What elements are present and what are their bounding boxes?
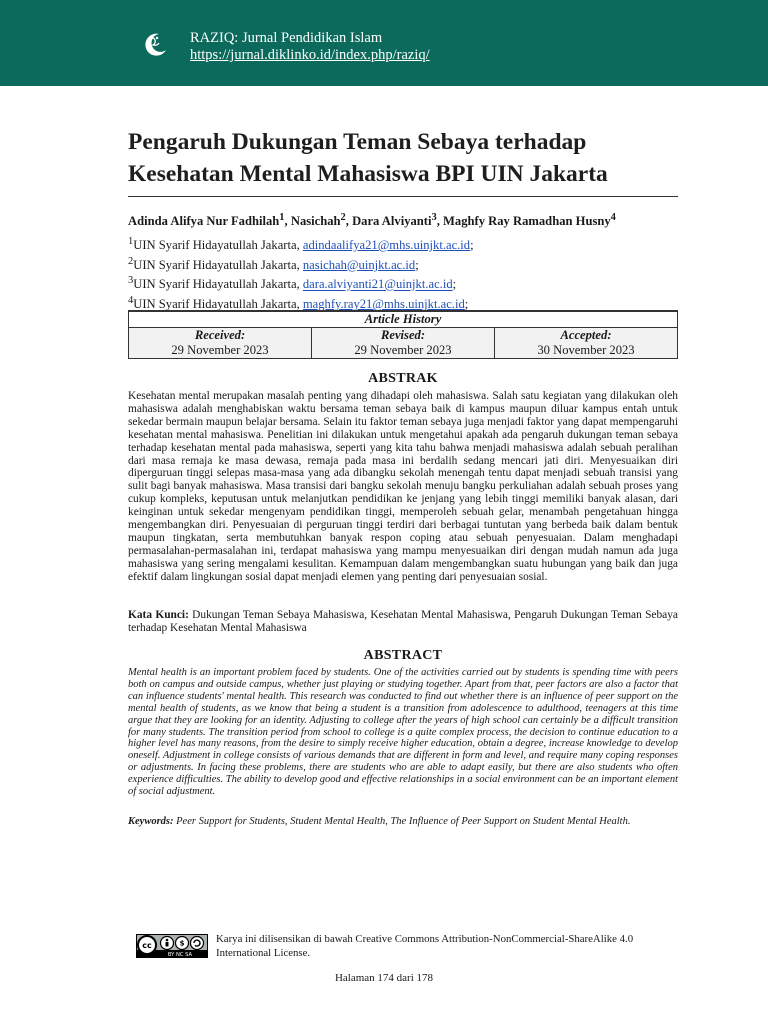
journal-header-banner	[0, 0, 768, 86]
kata-kunci-text: Dukungan Teman Sebaya Mahasiswa, Kesehatan Mental Mahasiswa, Pengaruh Dukungan Teman Sebaya terhadap Kesehatan Mental Mahasiswa	[128, 609, 678, 634]
abstract-heading: ABSTRACT	[363, 648, 443, 663]
affil-institution: UIN Syarif Hidayatullah Jakarta,	[133, 238, 303, 253]
article-title	[128, 126, 688, 190]
received-cell	[129, 328, 312, 359]
article-history-table	[128, 310, 678, 359]
author-name: Nasichah	[290, 214, 341, 229]
affiliation-line	[128, 254, 474, 274]
abstract-body: Mental health is an important problem faced by students. One of the activities carried out by students is spending time with peers both on campus and outside campus, whether just playing or studying together. Apart from that, peer factors are also a factor that can influence students' mental health. This research was conducted to find out whether there is an influence of peer support on the mental health of students, as we know that being a student is a transition from adolescence to adulthood, teenagers at this time argue that they are looking for an identity. Adjusting to college after the years of high school can certainly be a difficult transition for many students. The transition period from school to college is a quite complex process, the decision to continue education to a higher level has many reasons, from the desire to simply receive higher education, obtain a degree, increase knowledge to develop oneself. Adjustment in college consists of various demands that are different in form and level, and require many coping responses or adjustments. In facing these problems, there are students who are able to adapt easily, but there are also students who often experience difficulties. The ability to develop good and effective relationships in a social environment can be an important element of social adjustment.	[128, 667, 678, 798]
affil-institution: UIN Syarif Hidayatullah Jakarta,	[133, 297, 303, 312]
affil-mark: 2	[128, 255, 134, 267]
author-affil-mark: 4	[610, 212, 616, 223]
abstrak-body: Kesehatan mental merupakan masalah penting yang dihadapi oleh mahasiswa. Salah satu kegiatan yang dilakukan oleh mahasiswa adalah menghabiskan waktu bersama teman sebaya baik di kampus maupun diluar kampus entah untuk sekedar bermain maupun belajar bersama. Selain itu faktor teman sebaya juga menjadi faktor yang dapat mempengaruhi kesehatan mental mahasiswa. Penelitian ini dilakukan untuk mengetahui apakah ada pengaruh dukungan teman sebaya terhadap kesehatan mental pada mahasiswa, seperti yang kita tahu bahwa menjadi mahasiswa adalah sebuah peralihan dari masa remaja ke masa dewasa, remaja pada masa ini berdalih sedang mencari jati diri. Menyesuaikan diri diperguruan tinggi selepas masa-masa yang ada dibangku sekolah menengah tentu dapat menjadi sebuah transisi yang sulit bagi banyak mahasiswa. Masa transisi dari bangku sekolah menuju bangku perkuliahan adalah sebuah proses yang cukup kompleks, keputusan untuk melanjutkan pendidikan ke jenjang yang lebih tinggi memiliki banyak alasan, dari keinginan untuk sekedar mengenyam pendidikan tinggi, memperoleh sebuah gelar, menambah pengetahuan hingga mengembangkan diri. Penyesuaian di perguruan tinggi terdiri dari berbagai tuntutan yang berbeda baik dalam bentuk maupun tingkatan, serta membutuhkan banyak respon coping atau sebuah penyesuaian. Dalam menghadapi permasalahan-permasalahan ini, terdapat mahasiswa yang mampu menyesuaikan diri dengan mudah namun ada juga mahasiswa yang sering mengalami kesulitan. Kemampuan dalam mengembangkan suatu hubungan yang baik dan juga efektif dalam lingkungan sosial dapat menjadi elemen yang penting dari penyesuaian sosial.	[128, 390, 678, 583]
article-title-line-1: Pengaruh Dukungan Teman Sebaya terhadap	[128, 129, 587, 155]
author-email-link[interactable]: maghfy.ray21@mhs.uinjkt.ac.id	[302, 297, 465, 312]
crescent-calligraphy-logo-icon	[140, 30, 170, 60]
received-date: 29 November 2023	[171, 343, 269, 357]
keywords-text: Peer Support for Students, Student Mental Health, The Influence of Peer Support on Student Mental Health.	[173, 816, 631, 827]
revised-label: Revised:	[380, 328, 426, 342]
affil-institution: UIN Syarif Hidayatullah Jakarta,	[133, 277, 303, 292]
svg-text:$: $	[179, 939, 185, 948]
revised-cell	[312, 328, 495, 359]
affil-end: ;	[452, 277, 457, 292]
affil-mark: 4	[128, 295, 134, 307]
affiliation-line	[128, 234, 474, 254]
author-list: Adinda Alifya Nur Fadhilah$^1$, Nasichah$^2$, Dara Alviyanti$^3$, Maghfy Ray Ramadhan Husny$^4$	[128, 212, 616, 229]
author-affil-mark: 1	[279, 212, 285, 223]
author-email-link[interactable]: adindaalifya21@mhs.uinjkt.ac.id	[302, 238, 471, 253]
abstrak-heading: ABSTRAK	[368, 371, 438, 386]
accepted-date: 30 November 2023	[537, 343, 635, 357]
article-title-line-2: Kesehatan Mental Mahasiswa BPI UIN Jakarta	[128, 161, 608, 187]
title-divider	[128, 196, 678, 197]
affil-end: ;	[415, 257, 419, 272]
cc-badge-text: BY NC SA	[167, 952, 193, 958]
author-name: Adinda Alifya Nur Fadhilah	[128, 214, 280, 229]
affil-institution: UIN Syarif Hidayatullah Jakarta,	[133, 257, 303, 272]
affil-mark: 3	[128, 275, 134, 287]
author-email-link[interactable]: nasichah@uinjkt.ac.id	[302, 257, 416, 272]
accepted-cell	[495, 328, 678, 359]
accepted-label: Accepted:	[560, 328, 612, 342]
author-name: Maghfy Ray Ramadhan Husny	[443, 214, 611, 229]
journal-url-link[interactable]: https://jurnal.diklinko.id/index.php/raziq/	[190, 47, 430, 63]
affiliation-list	[128, 234, 474, 313]
keywords-label: Keywords:	[128, 816, 174, 827]
author-name: Dara Alviyanti	[352, 214, 432, 229]
page-number: Halaman 174 dari 178	[334, 972, 434, 984]
kata-kunci	[128, 609, 678, 635]
cc-by-nc-sa-badge-icon[interactable]	[136, 934, 208, 958]
author-affil-mark: 2	[340, 212, 346, 223]
affil-mark: 1	[128, 236, 134, 247]
journal-name: RAZIQ: Jurnal Pendidikan Islam	[190, 30, 383, 46]
affil-end: ;	[464, 297, 469, 312]
keywords	[128, 816, 678, 828]
kata-kunci-label: Kata Kunci:	[128, 609, 189, 621]
affil-end: ;	[470, 238, 474, 253]
revised-date: 29 November 2023	[354, 343, 452, 357]
received-label: Received:	[194, 328, 246, 342]
affiliation-line	[128, 273, 474, 293]
author-email-link[interactable]: dara.alviyanti21@uinjkt.ac.id	[302, 277, 453, 292]
svg-text:cc: cc	[142, 941, 152, 950]
author-affil-mark: 3	[431, 212, 437, 223]
article-history-title: Article History	[129, 311, 678, 328]
license-text: Karya ini dilisensikan di bawah Creative Commons Attribution-NonCommercial-ShareAlike 4.0 International License.	[216, 933, 634, 959]
